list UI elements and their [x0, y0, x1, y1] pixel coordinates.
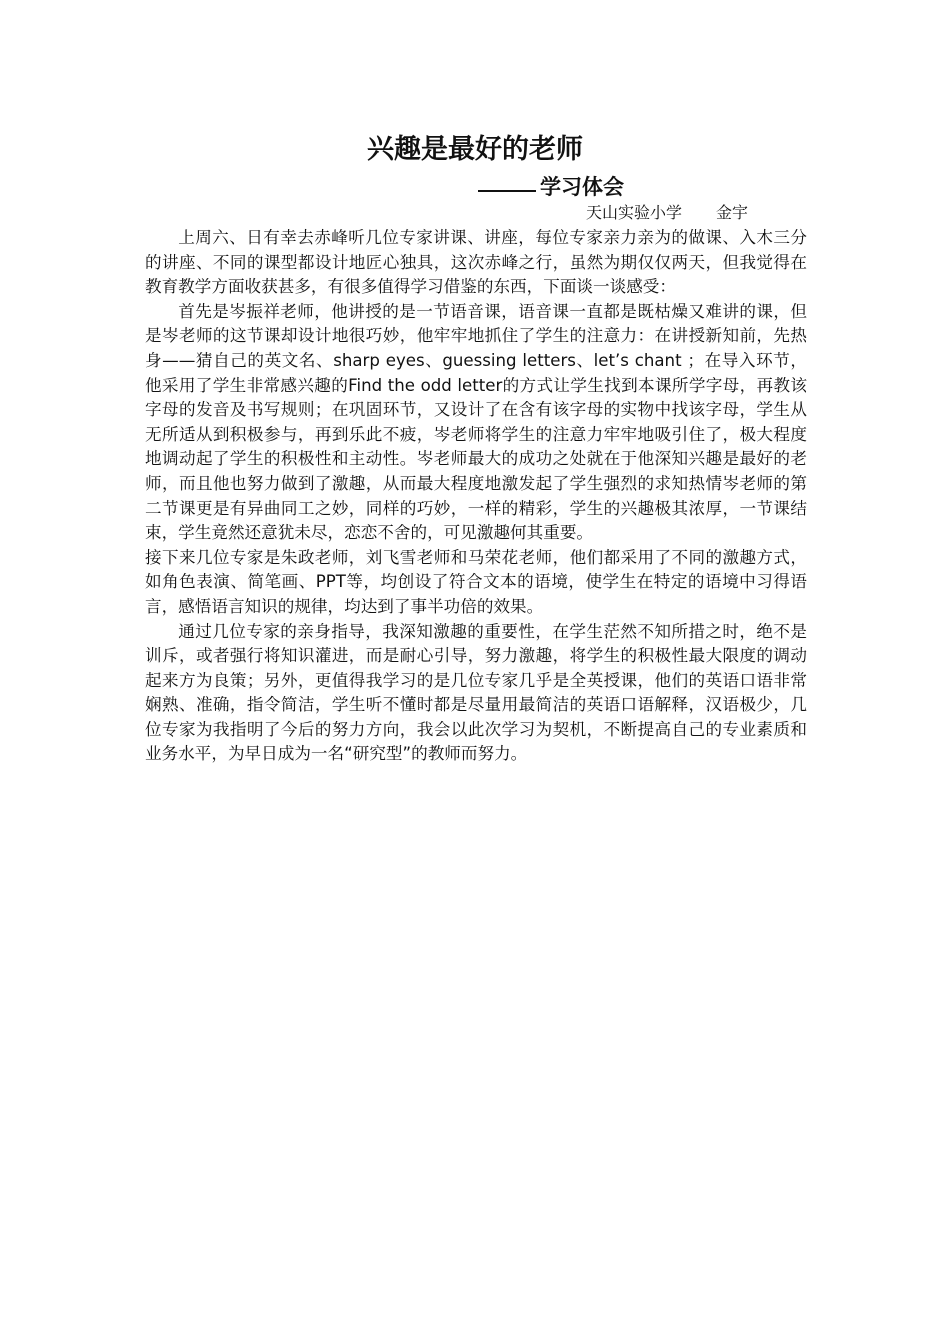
school-name: 天山实验小学: [586, 203, 683, 222]
paragraph: 首先是岑振祥老师，他讲授的是一节语音课，语音课一直都是既枯燥又难讲的课，但是岑老师的这节课却设计地很巧妙，他牢牢地抓住了学生的注意力：在讲授新知前，先热身——猜自己的英文名、sharp eyes、guessing letters、let’s chant ；在导入环节，他采用了学生非常感兴趣的Find the odd letter的方式让学生找到本课所学字母，再教该字母的发音及书写规则；在巩固环节，又设计了在含有该字母的实物中找该字母，学生从无所适从到积极参与，再到乐此不疲，岑老师将学生的注意力牢牢地吸引住了，极大程度地调动起了学生的积极性和主动性。岑老师最大的成功之处就在于他深知兴趣是最好的老师，而且他也努力做到了激趣，从而最大程度地激发起了学生强烈的求知热情岑老师的第二节课更是有异曲同工之妙，同样的巧妙，一样的精彩，学生的兴趣极其浓厚，一节课结束，学生竟然还意犹未尽，恋恋不舍的，可见激趣何其重要。: [145, 301, 807, 543]
author-line: [586, 203, 748, 223]
paragraph: 接下来几位专家是朱政老师，刘飞雪老师和马荣花老师，他们都采用了不同的激趣方式，如角色表演、简笔画、PPT等，均创设了符合文本的语境，使学生在特定的语境中习得语言，感悟语言知识的规律，均达到了事半功倍的效果。: [145, 547, 807, 616]
subtitle-text: 学习体会: [540, 175, 624, 199]
paragraph: 上周六、日有幸去赤峰听几位专家讲课、讲座，每位专家亲力亲为的做课、入木三分的讲座、不同的课型都设计地匠心独具，这次赤峰之行，虽然为期仅仅两天，但我觉得在教育教学方面收获甚多，有很多值得学习借鉴的东西，下面谈一谈感受：: [145, 228, 807, 297]
author-name: 金宇: [716, 203, 749, 222]
document-title: 兴趣是最好的老师: [367, 134, 583, 165]
subtitle-underline: [478, 190, 536, 192]
paragraph: 通过几位专家的亲身指导，我深知激趣的重要性，在学生茫然不知所措之时，绝不是训斥，或者强行将知识灌进，而是耐心引导，努力激趣，将学生的积极性最大限度的调动起来方为良策；另外，更值得我学习的是几位专家几乎是全英授课，他们的英语口语非常娴熟、准确，指令简洁，学生听不懂时都是尽量用最简洁的英语口语解释，汉语极少，几位专家为我指明了今后的努力方向，我会以此次学习为契机，不断提高自己的专业素质和业务水平，为早日成为一名“研究型”的教师而努力。: [145, 621, 807, 764]
document-body: [145, 226, 807, 767]
document-subtitle: [478, 174, 624, 200]
